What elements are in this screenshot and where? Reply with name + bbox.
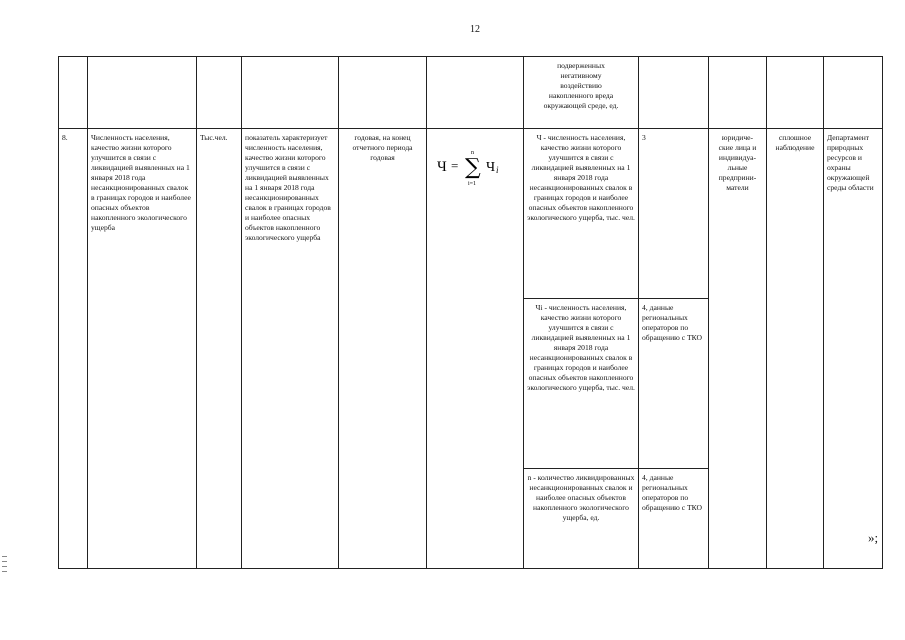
formula-lhs: Ч <box>437 159 447 176</box>
formula-term-sub: i <box>496 165 499 176</box>
margin-tick <box>2 556 7 557</box>
respondents: юридиче- ские лица и индивидуа- льные предприни- матели <box>709 129 767 569</box>
cell-empty <box>88 57 197 129</box>
sum-formula <box>435 143 515 187</box>
cell-empty <box>59 57 88 129</box>
variable-description: Чi - численность населения, качество жизни которого улучшится в связи с ликвидацией выявленных на 1 января 2018 года несанкционированных свалок в границах городов и наиболее опасных объектов накопленного экологического ущерба, тыс. чел. <box>524 299 639 469</box>
periodicity: годовая, на конец отчетного периода годовая <box>339 129 427 569</box>
margin-tick <box>2 571 7 572</box>
unit: Тыс.чел. <box>197 129 242 569</box>
indicator-definition: показатель характеризует численность населения, качество жизни которого улучшится в связи с ликвидацией выявленных на 1 января 2018 года несанкционированных свалок в границах городов и наиболее опасных объектов накопленного экологического ущерба <box>242 129 339 569</box>
margin-tick <box>2 566 7 567</box>
variable-description: n - количество ликвидированных несанкционированных свалок и наиболее опасных объектов накопленного экологического ущерба, ед. <box>524 469 639 569</box>
cell-empty <box>709 57 767 129</box>
cell-empty <box>824 57 883 129</box>
cell-empty <box>242 57 339 129</box>
cell-empty <box>197 57 242 129</box>
margin-tick <box>2 561 7 562</box>
table-row-continuation <box>59 57 883 129</box>
formula-sum-top: n <box>471 150 474 157</box>
indicator-name: Численность населения, качество жизни которого улучшится в связи с ликвидацией выявленных на 1 января 2018 года несанкционированных свалок в границах городов и наиболее опасных объектов накопленного экологического ущерба <box>88 129 197 569</box>
cell-empty <box>767 57 824 129</box>
observation-method: сплошное наблюдение <box>767 129 824 569</box>
variable-source: 4, данные региональных операторов по обращению с ТКО <box>639 469 709 569</box>
variable-source: 3 <box>639 129 709 299</box>
formula-equals: = <box>451 158 459 174</box>
variable-source: 4, данные региональных операторов по обращению с ТКО <box>639 299 709 469</box>
page-number: 12 <box>470 24 480 35</box>
sum-sign-icon: ∑ <box>465 155 481 181</box>
formula-term: Ч <box>486 160 496 176</box>
formula <box>427 129 524 569</box>
formula-sum-bottom: i=1 <box>468 181 477 188</box>
indicators-table <box>58 56 883 569</box>
cell-empty <box>427 57 524 129</box>
margin-marks <box>2 556 8 576</box>
cell-empty <box>639 57 709 129</box>
closing-quote: »; <box>868 530 879 545</box>
variable-description: Ч - численность населения, качество жизни которого улучшится в связи с ликвидацией выявленных на 1 января 2018 года несанкционированных свалок в границах городов и наиболее опасных объектов накопленного экологического ущерба, тыс. чел. <box>524 129 639 299</box>
table-row-8 <box>59 129 883 299</box>
row-number: 8. <box>59 129 88 569</box>
continuation-description: подверженных негативному воздействию накопленного вреда окружающей среде, ед. <box>524 57 639 129</box>
responsible-body: Департамент природных ресурсов и охраны окружающей среды области <box>824 129 883 569</box>
cell-empty <box>339 57 427 129</box>
